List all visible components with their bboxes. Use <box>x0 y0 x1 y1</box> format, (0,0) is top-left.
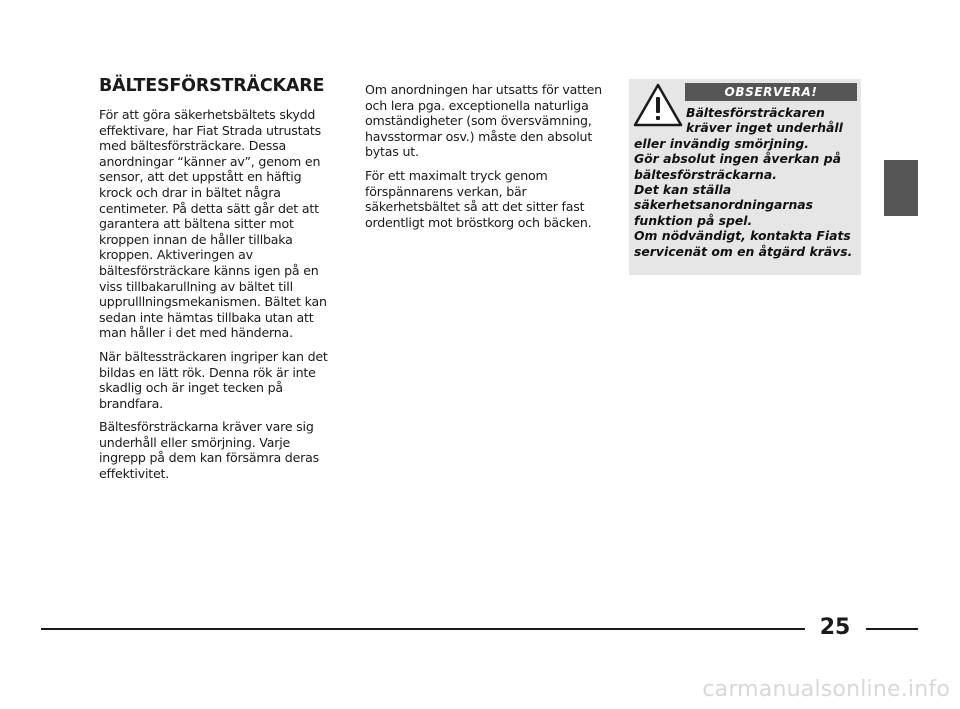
page-number: 25 <box>819 615 851 640</box>
paragraph: Bältesförsträckarna kräver vare sig underhåll eller smörjning. Varje ingrepp på dem kan försämra deras effektivitet. <box>99 419 319 482</box>
note-line: bältesförsträckarna. <box>634 166 777 182</box>
footer-rule <box>866 628 918 630</box>
section-tab-marker <box>884 160 918 216</box>
paragraph: Om anordningen har utsatts för vatten och lera pga. exceptionella naturliga omständigheter (som översvämning, havsstormar osv.) måste den absolut bytas ut. <box>365 82 602 160</box>
watermark: carmanualsonline.info <box>702 677 950 702</box>
footer-rule <box>41 628 805 630</box>
note-text <box>634 105 858 259</box>
paragraph: När bältessträckaren ingriper kan det bildas en lätt rök. Denna rök är inte skadlig och är inget tecken på brandfara. <box>99 348 328 411</box>
note-line: kräver inget underhåll <box>686 120 843 136</box>
note-line: funktion på spel. <box>634 212 753 228</box>
note-line: Bältesförsträckaren <box>686 105 825 120</box>
note-line: Gör absolut ingen åverkan på <box>634 151 841 167</box>
note-line: Det kan ställa <box>634 182 732 198</box>
paragraph: För att göra säkerhetsbältets skydd effektivare, har Fiat Strada utrustats med bältesförsträckare. Dessa anordningar “känner av”, genom en sensor, att det uppstått en häftig krock och drar in bältet några centimeter. På detta sätt går det att garantera att bältena sitter mot kroppen innan de håller tillbaka kroppen. Aktiveringen av bältesförsträckare känns igen på en viss tillbakarullning av bältet till upprulllningsmekanismen. Bältet kan sedan inte hämtas tillbaka utan att man håller i det med händerna. <box>99 107 327 341</box>
left-column <box>99 107 335 490</box>
middle-column <box>365 82 605 238</box>
note-line: säkerhetsanordningarnas <box>634 197 814 213</box>
note-line: Om nödvändigt, kontakta Fiats <box>634 228 851 244</box>
warning-note-box <box>629 79 861 275</box>
section-heading: BÄLTESFÖRSTRÄCKARE <box>99 76 325 96</box>
note-line: eller invändig smörjning. <box>634 135 809 151</box>
note-title: OBSERVERA! <box>685 83 857 101</box>
paragraph: För ett maximalt tryck genom förspännarens verkan, bär säkerhetsbältet så att det sitter fast ordentligt mot bröstkorg och bäcken. <box>365 167 592 230</box>
note-line: servicenät om en åtgärd krävs. <box>634 243 853 259</box>
